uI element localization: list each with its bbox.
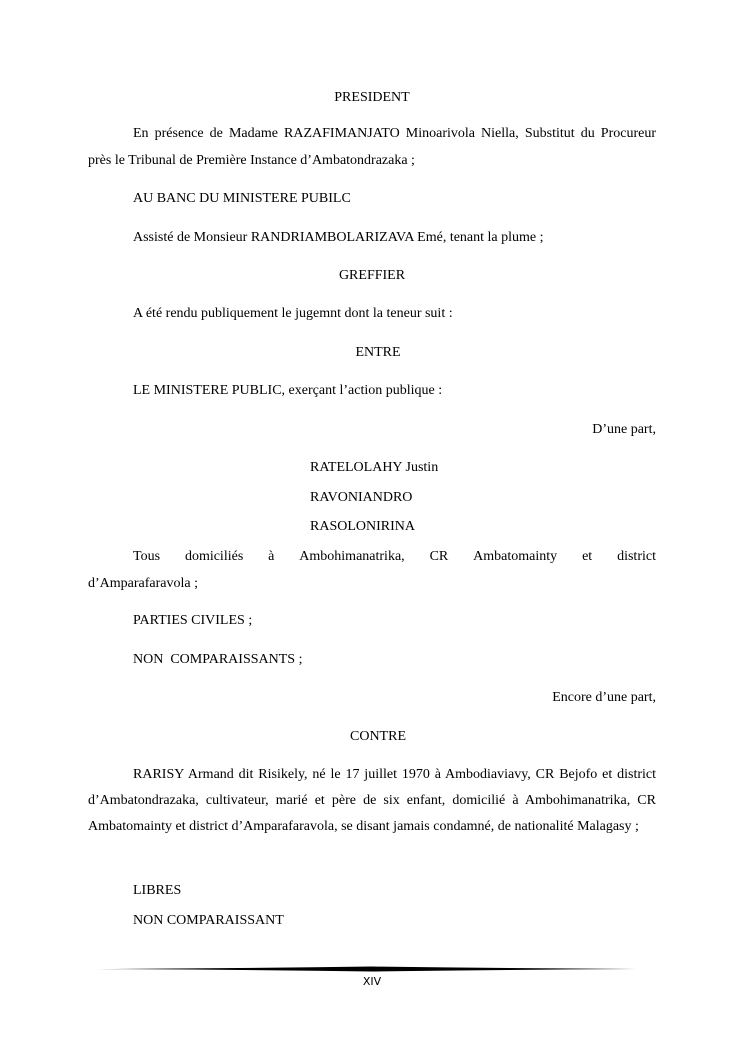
entre-heading: ENTRE	[355, 345, 401, 360]
domicile-word: et	[582, 549, 593, 564]
non-comparaissants-line: NON COMPARAISSANTS ;	[133, 652, 303, 667]
contre-heading: CONTRE	[350, 729, 406, 744]
domicile-word: Tous	[133, 549, 161, 564]
page-number: XIV	[362, 975, 382, 988]
domicile-word: CR	[429, 549, 449, 564]
footer-rule	[98, 964, 646, 974]
rendu-line: A été rendu publiquement le jugemnt dont la teneur suit :	[133, 306, 453, 321]
domicile-line	[133, 548, 656, 566]
party-name-2: RAVONIANDRO	[310, 490, 413, 505]
libres-line: LIBRES	[133, 883, 182, 898]
presence-paragraph: En présence de Madame RAZAFIMANJATO Minoarivola Niella, Substitut du Procureur près le Tribunal de Première Instance d’Ambatondrazaka ;	[88, 126, 656, 168]
party-name-1: RATELOLAHY Justin	[310, 460, 439, 475]
non-comparaissant-line: NON COMPARAISSANT	[133, 913, 284, 928]
president-heading: PRESIDENT	[334, 90, 410, 105]
party-name-3: RASOLONIRINA	[310, 519, 415, 534]
parties-civiles-line: PARTIES CIVILES ;	[133, 613, 253, 628]
domicile-word: à	[268, 549, 275, 564]
encore-dune-part-line: Encore d’une part,	[552, 690, 656, 705]
greffier-heading: GREFFIER	[338, 268, 406, 283]
domicile-word: Ambatomainty	[473, 549, 558, 564]
domicile-word: domiciliés	[184, 549, 244, 564]
dune-part-line: D’une part,	[592, 422, 656, 437]
ministere-public-line: LE MINISTERE PUBLIC, exerçant l’action publique :	[133, 383, 443, 398]
domicile-continuation: d’Amparafaravola ;	[88, 576, 198, 591]
domicile-word: district	[617, 549, 656, 564]
domicile-word: Ambohimanatrika,	[299, 549, 405, 564]
accused-paragraph: RARISY Armand dit Risikely, né le 17 juillet 1970 à Ambodiaviavy, CR Bejofo et district d’Ambatondrazaka, cultivateur, marié et père de six enfant, domicilié à Ambohimanatrika, CR Ambatomainty et district d’Amparafaravola, se disant jamais condamné, de nationalité Malagasy ;	[88, 767, 656, 834]
ministere-line: AU BANC DU MINISTERE PUBILC	[133, 191, 351, 206]
assiste-line: Assisté de Monsieur RANDRIAMBOLARIZAVA Emé, tenant la plume ;	[133, 230, 544, 245]
